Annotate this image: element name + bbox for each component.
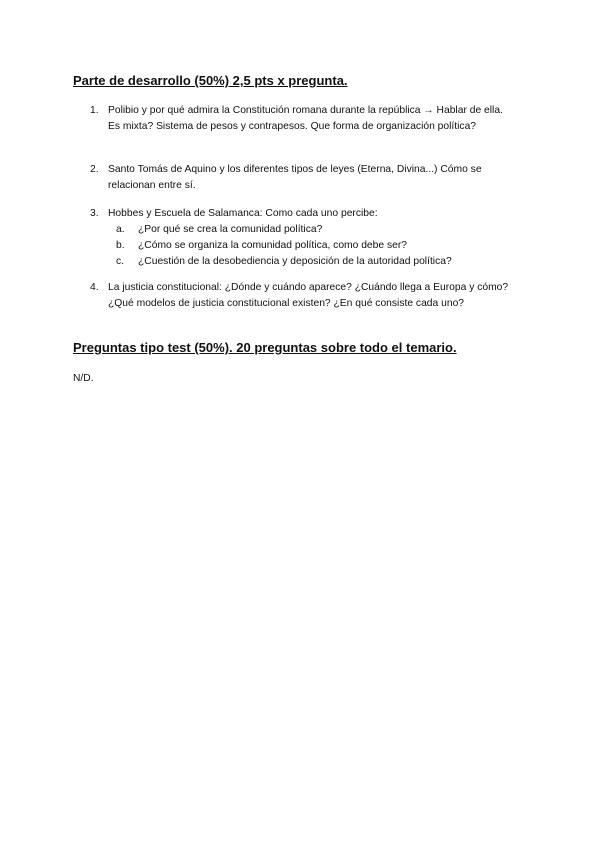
question-item-4 xyxy=(90,280,515,312)
question-text: Polibio y por qué admira la Constitución romana durante la república → Hablar de ella. Es mixta? Sistema de pesos y contrapesos. Que forma de organización política? xyxy=(108,105,503,132)
sub-item-text: ¿Cuestión de la desobediencia y deposición de la autoridad política? xyxy=(138,256,452,267)
sub-item-c xyxy=(116,254,515,270)
section-heading-desarrollo: Parte de desarrollo (50%) 2,5 pts x pregunta. xyxy=(73,73,348,88)
sub-item-letter: a. xyxy=(116,224,125,235)
question-item-1 xyxy=(90,103,515,135)
question-number: 2. xyxy=(90,164,99,175)
sub-item-text: ¿Cómo se organiza la comunidad política, como debe ser? xyxy=(138,240,408,251)
question-text: Hobbes y Escuela de Salamanca: Como cada uno percibe: xyxy=(108,208,378,219)
sub-item-b xyxy=(116,238,515,254)
question-text: La justicia constitucional: ¿Dónde y cuándo aparece? ¿Cuándo llega a Europa y cómo? ¿Qué modelos de justicia constitucional existen? ¿En qué consiste cada uno? xyxy=(108,282,509,309)
section-heading-test: Preguntas tipo test (50%). 20 preguntas sobre todo el temario. xyxy=(73,340,457,355)
question-number: 1. xyxy=(90,105,99,116)
question-number: 4. xyxy=(90,282,99,293)
sub-item-letter: b. xyxy=(116,240,125,251)
sub-item-text: ¿Por qué se crea la comunidad política? xyxy=(138,224,323,235)
question-number: 3. xyxy=(90,208,99,219)
question-item-3 xyxy=(90,206,515,270)
test-note: N/D. xyxy=(73,373,94,384)
question-text: Santo Tomás de Aquino y los diferentes tipos de leyes (Eterna, Divina...) Cómo se relacionan entre sí. xyxy=(108,164,482,191)
sub-item-letter: c. xyxy=(116,256,125,267)
sub-item-a xyxy=(116,222,515,238)
question-item-2 xyxy=(90,162,515,194)
